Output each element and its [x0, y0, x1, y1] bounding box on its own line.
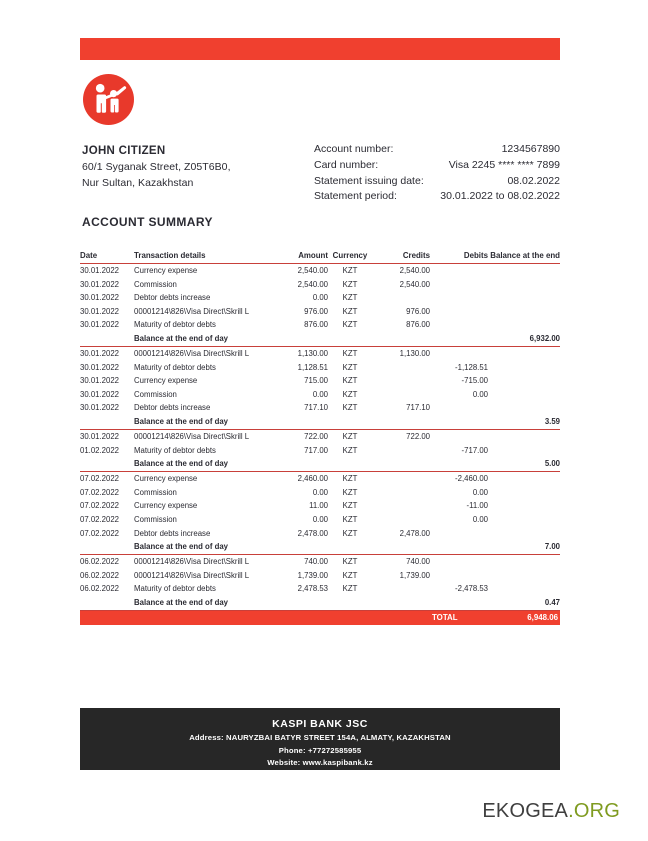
cell-debits — [430, 429, 488, 443]
table-row — [80, 486, 560, 500]
cell-transaction-details: Commission — [134, 279, 177, 289]
total-row-spacer-2 — [372, 610, 430, 625]
cell-empty — [430, 540, 488, 555]
table-row — [80, 318, 560, 332]
cell-debits — [430, 555, 488, 569]
cell-empty — [274, 457, 328, 472]
total-row-spacer — [80, 610, 372, 625]
table-row — [80, 278, 560, 292]
cell-debits: -2,478.53 — [455, 584, 488, 594]
cell-transaction-details: 00001214\826\Visa Direct\Skrill L — [134, 557, 250, 567]
cell-credits — [372, 499, 430, 513]
balance-row-value: 5.00 — [488, 457, 560, 472]
cell-empty — [328, 332, 372, 347]
cell-credits: 717.10 — [406, 403, 430, 413]
table-row — [80, 499, 560, 513]
cell-balance — [488, 305, 560, 319]
cell-transaction-details: 00001214\826\Visa Direct\Skrill L — [134, 570, 250, 580]
table-header-row — [80, 248, 560, 264]
cell-date — [80, 540, 134, 555]
bank-footer — [80, 708, 560, 770]
account-info-row — [314, 158, 560, 174]
cell-debits: -717.00 — [461, 445, 488, 455]
cell-amount: 2,478.00 — [297, 528, 328, 538]
balance-row — [80, 332, 560, 347]
cell-transaction-details: Currency expense — [134, 266, 198, 275]
cell-currency: KZT — [342, 431, 358, 441]
table-row — [80, 388, 560, 402]
cell-currency: KZT — [342, 376, 358, 386]
cell-empty — [372, 540, 430, 555]
cell-date: 06.02.2022 — [80, 570, 120, 580]
watermark-suffix: .ORG — [568, 800, 620, 822]
cell-balance — [488, 278, 560, 292]
account-info-value: 30.01.2022 to 08.02.2022 — [440, 190, 560, 203]
cell-transaction-details: Debtor debts increase — [134, 403, 211, 413]
balance-row-value: 0.47 — [488, 596, 560, 611]
cell-date: 07.02.2022 — [80, 487, 120, 497]
cell-empty — [430, 332, 488, 347]
cell-transaction-details: 00001214\826\Visa Direct\Skrill L — [134, 348, 250, 358]
balance-row-value: 6,932.00 — [488, 332, 560, 347]
cell-date: 07.02.2022 — [80, 474, 120, 484]
account-info-label: Statement issuing date: — [314, 174, 424, 187]
cell-transaction-details: Debtor debts increase — [134, 528, 211, 538]
table-body — [80, 264, 560, 625]
cell-amount: 2,540.00 — [297, 279, 328, 289]
cell-transaction-details: 00001214\826\Visa Direct\Skrill L — [134, 431, 250, 441]
cell-empty — [372, 596, 430, 611]
cell-amount: 1,128.51 — [297, 362, 328, 372]
cell-currency: KZT — [342, 487, 358, 497]
balance-row — [80, 540, 560, 555]
cell-debits: 0.00 — [472, 487, 488, 497]
cell-currency: KZT — [342, 293, 358, 303]
cell-credits — [372, 472, 430, 486]
table-row — [80, 429, 560, 443]
table-row — [80, 374, 560, 388]
cell-date: 30.01.2022 — [80, 376, 120, 386]
table-row — [80, 361, 560, 375]
site-watermark — [482, 800, 620, 823]
column-header-transaction-details: Transaction details — [134, 248, 274, 264]
customer-name: JOHN CITIZEN — [82, 145, 166, 157]
cell-debits — [430, 264, 488, 278]
cell-balance — [488, 374, 560, 388]
balance-row-label: Balance at the end of day — [134, 415, 274, 430]
cell-empty — [328, 457, 372, 472]
cell-amount: 715.00 — [304, 376, 328, 386]
cell-empty — [328, 596, 372, 611]
cell-debits — [430, 346, 488, 360]
cell-balance — [488, 555, 560, 569]
cell-debits — [430, 318, 488, 332]
cell-empty — [372, 457, 430, 472]
table-row — [80, 555, 560, 569]
account-info-value: 08.02.2022 — [507, 174, 560, 187]
cell-currency: KZT — [342, 279, 358, 289]
cell-currency: KZT — [342, 501, 358, 511]
customer-details — [82, 143, 312, 191]
cell-transaction-details: Currency expense — [134, 474, 198, 484]
cell-debits: 0.00 — [472, 389, 488, 399]
cell-credits — [372, 361, 430, 375]
footer-phone: Phone: +77272585955 — [278, 745, 362, 755]
customer-address-line-1: 60/1 Syganak Street, Z05T6B0, — [82, 161, 231, 173]
cell-balance — [488, 361, 560, 375]
cell-credits: 740.00 — [406, 557, 430, 567]
cell-balance — [488, 472, 560, 486]
cell-balance — [488, 499, 560, 513]
cell-date: 30.01.2022 — [80, 362, 120, 372]
cell-credits — [372, 513, 430, 527]
table-row — [80, 346, 560, 360]
balance-row-value: 7.00 — [488, 540, 560, 555]
cell-amount: 2,460.00 — [297, 474, 328, 484]
cell-date: 30.01.2022 — [80, 320, 120, 330]
cell-amount: 1,130.00 — [297, 348, 328, 358]
cell-empty — [372, 332, 430, 347]
cell-date: 30.01.2022 — [80, 293, 120, 303]
account-info-row — [314, 174, 560, 190]
cell-credits — [372, 291, 430, 305]
cell-date — [80, 596, 134, 611]
cell-date: 30.01.2022 — [80, 403, 120, 413]
cell-transaction-details: Debtor debts increase — [134, 293, 211, 303]
cell-empty — [430, 596, 488, 611]
balance-row — [80, 596, 560, 611]
footer-bank-name: KASPI BANK JSC — [272, 718, 368, 730]
cell-amount: 1,739.00 — [297, 570, 328, 580]
cell-currency: KZT — [342, 528, 358, 538]
cell-balance — [488, 527, 560, 541]
cell-balance — [488, 513, 560, 527]
cell-empty — [328, 415, 372, 430]
cell-currency: KZT — [342, 557, 358, 567]
cell-credits: 1,739.00 — [399, 570, 430, 580]
cell-empty — [274, 332, 328, 347]
cell-transaction-details: Commission — [134, 487, 177, 497]
table-row — [80, 582, 560, 596]
account-info-value: Visa 2245 **** **** 7899 — [448, 158, 560, 171]
cell-debits: -715.00 — [461, 376, 488, 386]
cell-credits — [372, 374, 430, 388]
table-row — [80, 291, 560, 305]
balance-row-value: 3.59 — [488, 415, 560, 430]
cell-balance — [488, 401, 560, 415]
cell-transaction-details: Currency expense — [134, 376, 198, 386]
cell-credits: 2,540.00 — [399, 279, 430, 289]
cell-balance — [488, 264, 560, 278]
kaspi-bank-logo-icon — [83, 74, 134, 125]
cell-balance — [488, 429, 560, 443]
account-info-label: Statement period: — [314, 190, 397, 203]
cell-empty — [274, 540, 328, 555]
cell-transaction-details: Commission — [134, 514, 177, 524]
customer-address-line-2: Nur Sultan, Kazakhstan — [82, 176, 194, 189]
cell-date — [80, 332, 134, 347]
cell-date — [80, 415, 134, 430]
cell-balance — [488, 486, 560, 500]
cell-credits: 2,540.00 — [399, 266, 430, 275]
balance-row-label: Balance at the end of day — [134, 540, 274, 555]
cell-debits: -1,128.51 — [455, 362, 488, 372]
cell-credits: 876.00 — [406, 320, 430, 330]
cell-balance — [488, 318, 560, 332]
cell-transaction-details: Currency expense — [134, 501, 198, 511]
cell-amount: 717.00 — [304, 445, 328, 455]
cell-transaction-details: Maturity of debtor debts — [134, 362, 216, 372]
cell-currency: KZT — [342, 514, 358, 524]
column-header-amount: Amount — [274, 248, 328, 264]
cell-amount: 876.00 — [304, 320, 328, 330]
cell-currency: KZT — [342, 266, 358, 275]
cell-currency: KZT — [342, 474, 358, 484]
cell-empty — [430, 457, 488, 472]
cell-amount: 2,540.00 — [297, 266, 328, 275]
table-row — [80, 401, 560, 415]
cell-date — [80, 457, 134, 472]
cell-empty — [274, 596, 328, 611]
cell-date: 06.02.2022 — [80, 557, 120, 567]
account-info-row — [314, 142, 560, 158]
cell-currency: KZT — [342, 362, 358, 372]
cell-currency: KZT — [342, 320, 358, 330]
cell-debits — [430, 278, 488, 292]
footer-address: Address: NAURYZBAI BATYR STREET 154A, ALMATY, KAZAKHSTAN — [189, 733, 451, 742]
cell-amount: 722.00 — [304, 431, 328, 441]
cell-date: 30.01.2022 — [80, 389, 120, 399]
cell-debits: 0.00 — [472, 514, 488, 524]
cell-currency: KZT — [342, 403, 358, 413]
balance-row-label: Balance at the end of day — [134, 332, 274, 347]
cell-balance — [488, 582, 560, 596]
cell-debits — [430, 291, 488, 305]
cell-empty — [274, 415, 328, 430]
cell-currency: KZT — [342, 445, 358, 455]
cell-empty — [372, 415, 430, 430]
account-info-row — [314, 189, 560, 205]
table-row — [80, 513, 560, 527]
cell-amount: 0.00 — [312, 293, 328, 303]
cell-date: 06.02.2022 — [80, 584, 120, 594]
cell-debits — [430, 527, 488, 541]
cell-amount: 0.00 — [312, 514, 328, 524]
footer-website: Website: www.kaspibank.kz — [267, 758, 373, 768]
cell-balance — [488, 291, 560, 305]
cell-balance — [488, 388, 560, 402]
cell-credits: 1,130.00 — [399, 348, 430, 358]
cell-balance — [488, 569, 560, 583]
cell-amount: 2,478.53 — [297, 584, 328, 594]
cell-date: 30.01.2022 — [80, 348, 120, 358]
watermark-primary: EKOGEA — [482, 800, 569, 822]
column-header-date: Date — [80, 248, 134, 264]
cell-empty — [328, 540, 372, 555]
cell-balance — [488, 346, 560, 360]
balance-row-label: Balance at the end of day — [134, 457, 274, 472]
cell-transaction-details: Maturity of debtor debts — [134, 584, 216, 594]
total-value: 6,948.06 — [488, 610, 560, 625]
cell-debits — [430, 305, 488, 319]
column-header-debits: Debits — [430, 248, 488, 264]
table-row — [80, 527, 560, 541]
cell-amount: 976.00 — [304, 306, 328, 316]
cell-date: 07.02.2022 — [80, 514, 120, 524]
column-header-balance: Balance at the end — [488, 248, 560, 264]
cell-date: 30.01.2022 — [80, 266, 120, 275]
account-information — [314, 142, 560, 205]
cell-credits: 722.00 — [406, 431, 430, 441]
cell-transaction-details: Commission — [134, 389, 177, 399]
balance-row — [80, 415, 560, 430]
account-info-value: 1234567890 — [501, 143, 560, 155]
header-accent-bar — [80, 38, 560, 60]
table-row — [80, 472, 560, 486]
account-info-label: Account number: — [314, 143, 394, 155]
cell-date: 01.02.2022 — [80, 445, 120, 455]
balance-row — [80, 457, 560, 472]
cell-date: 07.02.2022 — [80, 528, 120, 538]
cell-empty — [430, 415, 488, 430]
cell-transaction-details: Maturity of debtor debts — [134, 320, 216, 330]
table-header — [80, 248, 560, 264]
cell-amount: 11.00 — [309, 501, 328, 511]
table-row — [80, 264, 560, 278]
statement-table — [80, 248, 560, 625]
cell-debits: -11.00 — [466, 501, 488, 511]
table-row — [80, 444, 560, 458]
cell-credits — [372, 486, 430, 500]
cell-transaction-details: 00001214\826\Visa Direct\Skrill L — [134, 306, 250, 316]
cell-balance — [488, 444, 560, 458]
cell-credits: 2,478.00 — [399, 528, 430, 538]
column-header-credits: Credits — [372, 248, 430, 264]
cell-date: 07.02.2022 — [80, 501, 120, 511]
cell-date: 30.01.2022 — [80, 306, 120, 316]
cell-debits — [430, 401, 488, 415]
cell-amount: 0.00 — [312, 487, 328, 497]
table-row — [80, 569, 560, 583]
cell-debits: -2,460.00 — [455, 474, 488, 484]
cell-currency: KZT — [342, 570, 358, 580]
page-title: ACCOUNT SUMMARY — [82, 215, 213, 229]
cell-currency: KZT — [342, 348, 358, 358]
cell-date: 30.01.2022 — [80, 431, 120, 441]
cell-debits — [430, 569, 488, 583]
total-label: TOTAL — [430, 610, 488, 625]
cell-transaction-details: Maturity of debtor debts — [134, 445, 216, 455]
column-header-currency: Currency — [328, 248, 372, 264]
cell-currency: KZT — [342, 389, 358, 399]
cell-credits — [372, 582, 430, 596]
statement-table-container — [80, 248, 560, 625]
cell-currency: KZT — [342, 584, 358, 594]
total-row — [80, 610, 560, 625]
account-info-label: Card number: — [314, 158, 379, 171]
cell-credits — [372, 388, 430, 402]
cell-credits: 976.00 — [406, 306, 430, 316]
cell-amount: 740.00 — [304, 557, 328, 567]
cell-amount: 0.00 — [312, 389, 328, 399]
cell-currency: KZT — [342, 306, 358, 316]
cell-date: 30.01.2022 — [80, 279, 120, 289]
cell-amount: 717.10 — [304, 403, 328, 413]
table-row — [80, 305, 560, 319]
cell-credits — [372, 444, 430, 458]
balance-row-label: Balance at the end of day — [134, 596, 274, 611]
